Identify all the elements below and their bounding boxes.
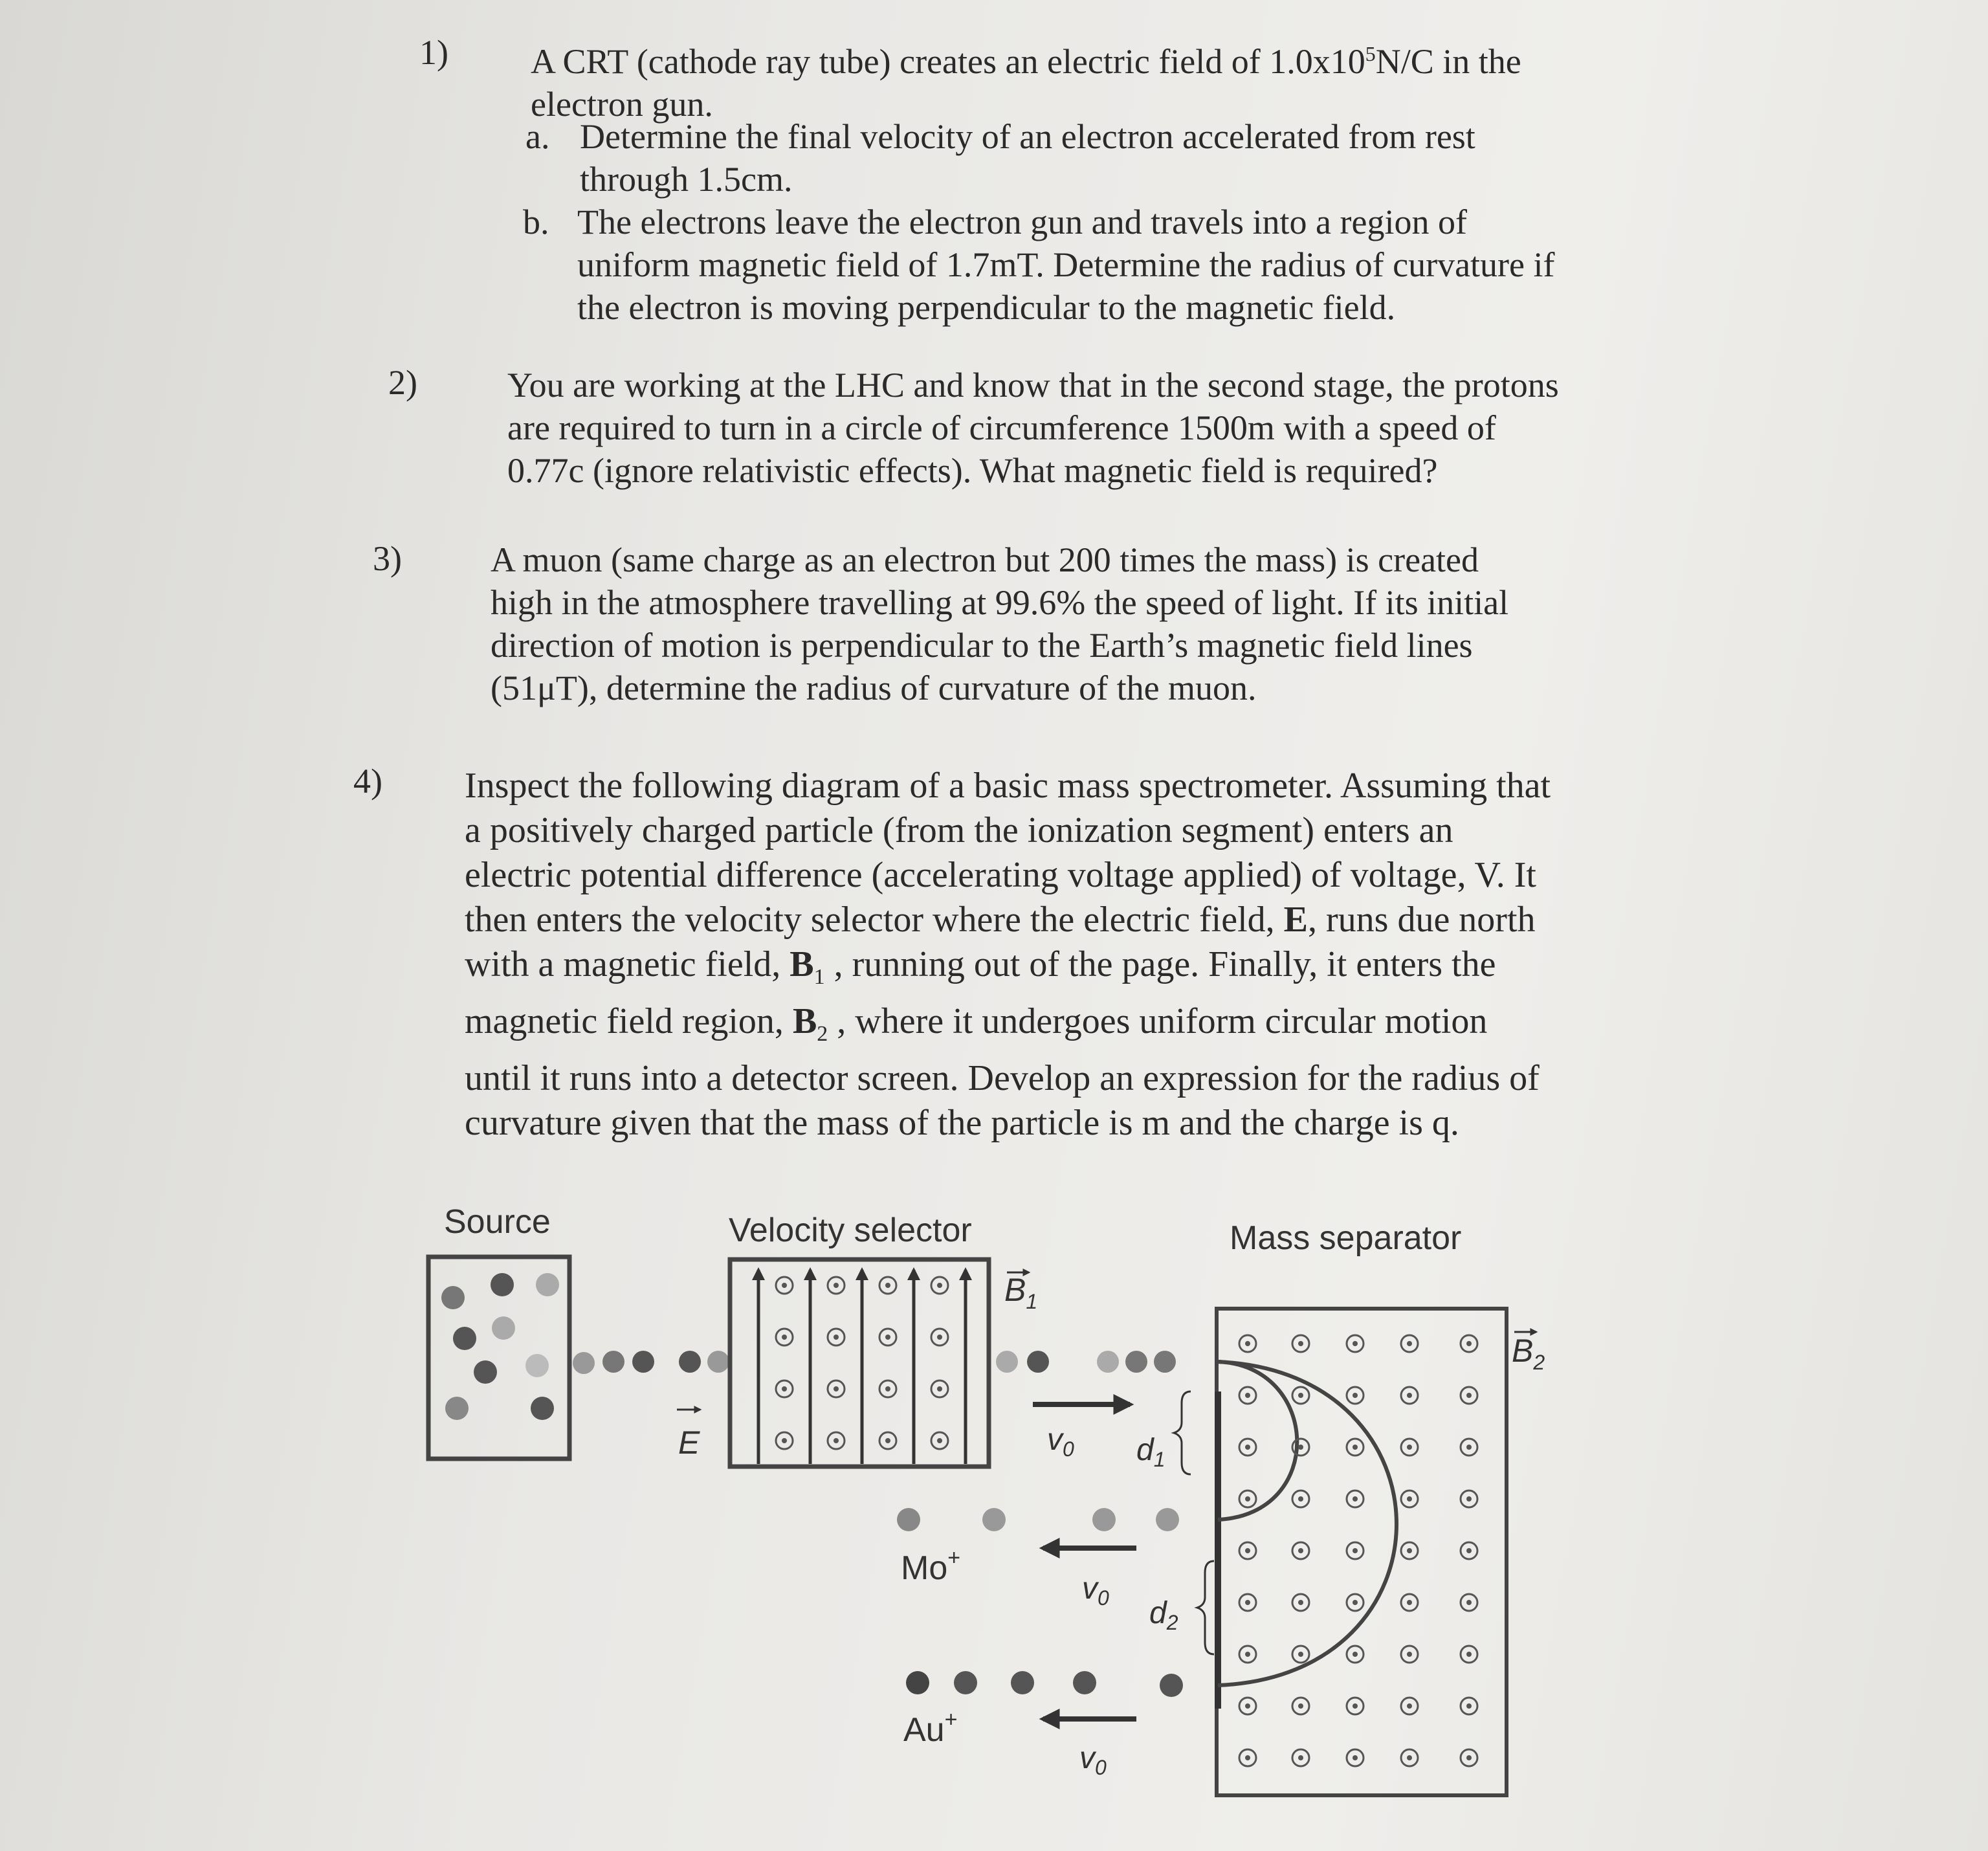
b2-field-dot [1347, 1594, 1364, 1611]
b2-field-dot [1461, 1594, 1477, 1611]
b2-field-dot [1461, 1387, 1477, 1404]
b2-field-dot [1239, 1698, 1256, 1714]
source-ions [441, 1273, 559, 1420]
trajectory-au [1218, 1362, 1397, 1685]
b2-field-dot [1401, 1749, 1418, 1766]
question-1-line: electron gun. [531, 85, 713, 124]
b2-field-dot [1239, 1491, 1256, 1507]
v0-label-mo: $v_0$ [1082, 1571, 1109, 1610]
b2-field-dot [1239, 1594, 1256, 1611]
b2-field-dot [1239, 1542, 1256, 1559]
b2-field-dot [1461, 1698, 1477, 1714]
b2-field-dot [1292, 1646, 1309, 1663]
au-ions [906, 1671, 1183, 1697]
b1-label: $B_1$ [1004, 1272, 1038, 1313]
mass-separator-box [1217, 1309, 1507, 1795]
question-4-number: 4) [353, 762, 382, 801]
b2-field-dot [1401, 1491, 1418, 1507]
v0-label-top: $v_0$ [1047, 1423, 1074, 1461]
b2-field-dot [1239, 1439, 1256, 1456]
b2-field-dot [1292, 1749, 1309, 1766]
b2-field-dot [1292, 1594, 1309, 1611]
b2-field-dot [1239, 1335, 1256, 1352]
b2-field-dot [1461, 1542, 1477, 1559]
b2-field-dot [1347, 1698, 1364, 1714]
b2-field-dot [1347, 1491, 1364, 1507]
b2-field-dot [1347, 1439, 1364, 1456]
b2-label: $B_2$ [1512, 1333, 1545, 1374]
question-2-number: 2) [388, 363, 417, 402]
b2-field-dot [1401, 1387, 1418, 1404]
b2-field-dot [1239, 1749, 1256, 1766]
b2-field-dot [1292, 1387, 1309, 1404]
b2-field-dot [1461, 1335, 1477, 1352]
velocity-selector-label: Velocity selector [729, 1212, 972, 1249]
b2-field-dot [1461, 1491, 1477, 1507]
b2-field-dot [1401, 1594, 1418, 1611]
ion-stream-in [573, 1351, 729, 1374]
b2-field-dot [1292, 1698, 1309, 1714]
separator-b2-dots [1239, 1335, 1477, 1766]
d2-label: $d_2$ [1149, 1596, 1178, 1634]
b2-field-dot [1461, 1439, 1477, 1456]
b2-field-dot [1292, 1439, 1309, 1456]
mo-label: Mo+ [901, 1546, 961, 1587]
mo-ions [897, 1508, 1179, 1531]
ion-stream-out [996, 1351, 1176, 1373]
b2-field-dot [1347, 1335, 1364, 1352]
b2-field-dot [1347, 1542, 1364, 1559]
au-label: Au+ [903, 1707, 958, 1749]
trajectory-mo [1218, 1362, 1297, 1520]
b2-field-dot [1401, 1335, 1418, 1352]
mass-separator-label: Mass separator [1230, 1219, 1462, 1257]
question-1-line: A CRT (cathode ray tube) creates an electric field of $1.0x10^5N/C$ in the [531, 42, 1521, 81]
b2-field-dot [1292, 1542, 1309, 1559]
b2-field-dot [1401, 1698, 1418, 1714]
source-label: Source [444, 1203, 551, 1241]
e-label: E [678, 1424, 700, 1461]
b2-field-dot [1239, 1646, 1256, 1663]
b2-field-dot [1347, 1749, 1364, 1766]
question-1a: a. Determine the final velocity of an electron accelerated from rest through 1.5cm. [525, 117, 1475, 199]
v0-label-au: $v_0$ [1079, 1741, 1107, 1779]
d1-label: $d_1$ [1136, 1433, 1165, 1471]
b2-field-dot [1292, 1491, 1309, 1507]
b2-field-dot [1461, 1646, 1477, 1663]
b2-field-dot [1401, 1542, 1418, 1559]
b2-field-dot [1461, 1749, 1477, 1766]
d1-brace [1174, 1391, 1191, 1474]
b2-field-dot [1239, 1387, 1256, 1404]
b2-field-dot [1401, 1646, 1418, 1663]
b2-field-dot [1292, 1335, 1309, 1352]
question-4-text: Inspect the following diagram of a basic mass spectrometer. Assuming that a positively charged particle (from the ionization segment) enters an electric potential difference (accelerating voltage applied) of voltage, V. It then enters the velocity selector where the electric field, E, runs due north with a magnetic field, $B_1$ , running out of the page. Finally, it enters the magnetic field region, $B_2$ , where it undergoes uniform circular motion until it runs into a detector screen. Develop an expression for the radius of curvature given that the mass of the particle is m and the charge is q. [465, 766, 1551, 1144]
question-3-number: 3) [373, 539, 402, 578]
b2-field-dot [1347, 1646, 1364, 1663]
question-1b: b. The electrons leave the electron gun and travels into a region of uniform magnetic field of 1.7mT. Determine the radius of curvature if the electron is moving perpendicular to the magnetic field. [523, 203, 1555, 327]
b2-field-dot [1401, 1439, 1418, 1456]
b2-field-dot [1347, 1387, 1364, 1404]
question-1-number: 1) [419, 33, 448, 72]
d2-brace [1197, 1561, 1214, 1654]
velocity-selector-box [730, 1259, 989, 1467]
question-2-text: You are working at the LHC and know that in the second stage, the protons are required to turn in a circle of circumference 1500m with a speed of 0.77c (ignore relativistic effects). What magnetic field is required? [507, 366, 1559, 490]
question-3-text: A muon (same charge as an electron but 200 times the mass) is created high in the atmosphere travelling at 99.6% the speed of light. If its initial direction of motion is perpendicular to the Earth’s magnetic field lines (51μT), determine the radius of curvature of the muon. [491, 540, 1509, 707]
